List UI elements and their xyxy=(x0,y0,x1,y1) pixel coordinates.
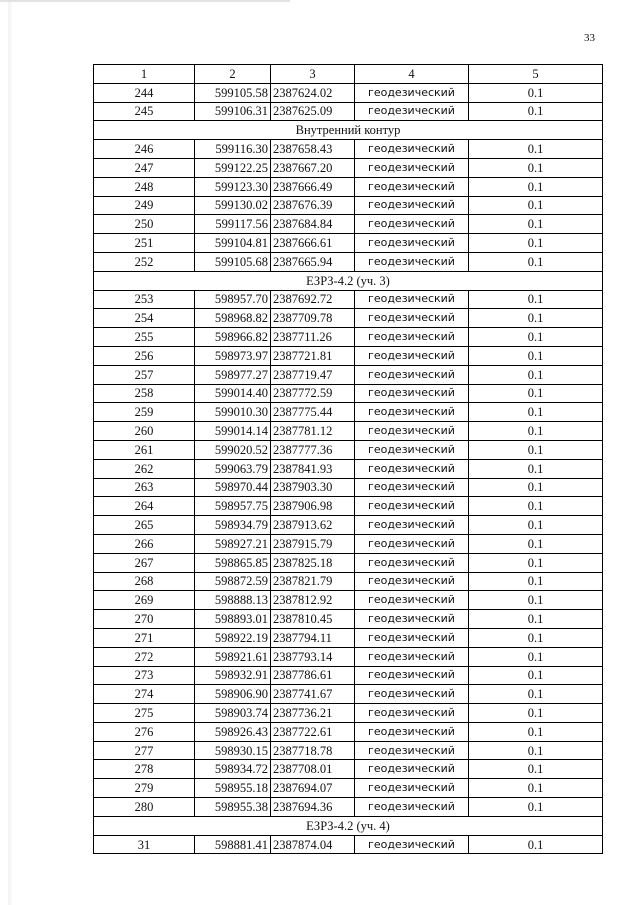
table-row xyxy=(94,252,603,271)
y-coordinate-cell: 2387684.84 xyxy=(271,215,355,234)
x-coordinate-cell: 599105.58 xyxy=(195,83,271,102)
y-coordinate-cell: 2387775.44 xyxy=(271,403,355,422)
table-row xyxy=(94,459,603,478)
column-header: 1 xyxy=(94,65,195,84)
y-coordinate-cell: 2387719.47 xyxy=(271,365,355,384)
method-cell: геодезический xyxy=(355,497,469,516)
table-row xyxy=(94,553,603,572)
section-label: ЕЗРЗ-4.2 (уч. 3) xyxy=(94,271,603,290)
accuracy-cell: 0.1 xyxy=(469,666,603,685)
y-coordinate-cell: 2387793.14 xyxy=(271,647,355,666)
column-header: 4 xyxy=(355,65,469,84)
table-row xyxy=(94,384,603,403)
point-number-cell: 249 xyxy=(94,196,195,215)
method-cell: геодезический xyxy=(355,685,469,704)
point-number-cell: 246 xyxy=(94,140,195,159)
method-cell: геодезический xyxy=(355,440,469,459)
accuracy-cell: 0.1 xyxy=(469,647,603,666)
x-coordinate-cell: 598926.43 xyxy=(195,722,271,741)
x-coordinate-cell: 598968.82 xyxy=(195,309,271,328)
table-row xyxy=(94,497,603,516)
x-coordinate-cell: 599104.81 xyxy=(195,234,271,253)
accuracy-cell: 0.1 xyxy=(469,384,603,403)
accuracy-cell: 0.1 xyxy=(469,497,603,516)
method-cell: геодезический xyxy=(355,346,469,365)
point-number-cell: 257 xyxy=(94,365,195,384)
y-coordinate-cell: 2387906.98 xyxy=(271,497,355,516)
point-number-cell: 269 xyxy=(94,591,195,610)
y-coordinate-cell: 2387812.92 xyxy=(271,591,355,610)
column-header: 5 xyxy=(469,65,603,84)
x-coordinate-cell: 598955.18 xyxy=(195,779,271,798)
x-coordinate-cell: 598927.21 xyxy=(195,534,271,553)
method-cell: геодезический xyxy=(355,534,469,553)
section-row xyxy=(94,271,603,290)
table-row xyxy=(94,478,603,497)
x-coordinate-cell: 598903.74 xyxy=(195,704,271,723)
accuracy-cell: 0.1 xyxy=(469,741,603,760)
accuracy-cell: 0.1 xyxy=(469,83,603,102)
method-cell: геодезический xyxy=(355,309,469,328)
page-number: 33 xyxy=(584,32,595,44)
method-cell: геодезический xyxy=(355,572,469,591)
point-number-cell: 260 xyxy=(94,422,195,441)
table-row xyxy=(94,177,603,196)
x-coordinate-cell: 599010.30 xyxy=(195,403,271,422)
point-number-cell: 274 xyxy=(94,685,195,704)
point-number-cell: 254 xyxy=(94,309,195,328)
table-row xyxy=(94,591,603,610)
method-cell: геодезический xyxy=(355,610,469,629)
x-coordinate-cell: 598922.19 xyxy=(195,628,271,647)
x-coordinate-cell: 599020.52 xyxy=(195,440,271,459)
x-coordinate-cell: 598970.44 xyxy=(195,478,271,497)
accuracy-cell: 0.1 xyxy=(469,177,603,196)
point-number-cell: 275 xyxy=(94,704,195,723)
y-coordinate-cell: 2387821.79 xyxy=(271,572,355,591)
table-row xyxy=(94,722,603,741)
x-coordinate-cell: 598934.79 xyxy=(195,516,271,535)
table-row xyxy=(94,422,603,441)
point-number-cell: 267 xyxy=(94,553,195,572)
point-number-cell: 259 xyxy=(94,403,195,422)
point-number-cell: 253 xyxy=(94,290,195,309)
accuracy-cell: 0.1 xyxy=(469,234,603,253)
accuracy-cell: 0.1 xyxy=(469,328,603,347)
table-row xyxy=(94,365,603,384)
y-coordinate-cell: 2387665.94 xyxy=(271,252,355,271)
point-number-cell: 268 xyxy=(94,572,195,591)
accuracy-cell: 0.1 xyxy=(469,591,603,610)
method-cell: геодезический xyxy=(355,384,469,403)
x-coordinate-cell: 598932.91 xyxy=(195,666,271,685)
method-cell: геодезический xyxy=(355,459,469,478)
method-cell: геодезический xyxy=(355,553,469,572)
y-coordinate-cell: 2387692.72 xyxy=(271,290,355,309)
table-row xyxy=(94,83,603,102)
x-coordinate-cell: 598893.01 xyxy=(195,610,271,629)
method-cell: геодезический xyxy=(355,798,469,817)
accuracy-cell: 0.1 xyxy=(469,685,603,704)
y-coordinate-cell: 2387874.04 xyxy=(271,835,355,854)
x-coordinate-cell: 599014.14 xyxy=(195,422,271,441)
point-number-cell: 265 xyxy=(94,516,195,535)
y-coordinate-cell: 2387709.78 xyxy=(271,309,355,328)
method-cell: геодезический xyxy=(355,140,469,159)
accuracy-cell: 0.1 xyxy=(469,403,603,422)
table-row xyxy=(94,610,603,629)
method-cell: геодезический xyxy=(355,478,469,497)
accuracy-cell: 0.1 xyxy=(469,196,603,215)
table-row xyxy=(94,685,603,704)
x-coordinate-cell: 598966.82 xyxy=(195,328,271,347)
point-number-cell: 277 xyxy=(94,741,195,760)
method-cell: геодезический xyxy=(355,722,469,741)
method-cell: геодезический xyxy=(355,196,469,215)
x-coordinate-cell: 598955.38 xyxy=(195,798,271,817)
table-row xyxy=(94,628,603,647)
point-number-cell: 264 xyxy=(94,497,195,516)
point-number-cell: 245 xyxy=(94,102,195,121)
accuracy-cell: 0.1 xyxy=(469,704,603,723)
x-coordinate-cell: 598872.59 xyxy=(195,572,271,591)
point-number-cell: 248 xyxy=(94,177,195,196)
accuracy-cell: 0.1 xyxy=(469,534,603,553)
table-row xyxy=(94,572,603,591)
accuracy-cell: 0.1 xyxy=(469,140,603,159)
method-cell: геодезический xyxy=(355,704,469,723)
y-coordinate-cell: 2387694.36 xyxy=(271,798,355,817)
table-row xyxy=(94,779,603,798)
y-coordinate-cell: 2387658.43 xyxy=(271,140,355,159)
y-coordinate-cell: 2387841.93 xyxy=(271,459,355,478)
point-number-cell: 276 xyxy=(94,722,195,741)
table-row xyxy=(94,328,603,347)
y-coordinate-cell: 2387722.61 xyxy=(271,722,355,741)
x-coordinate-cell: 598973.97 xyxy=(195,346,271,365)
table-row xyxy=(94,234,603,253)
x-coordinate-cell: 599117.56 xyxy=(195,215,271,234)
y-coordinate-cell: 2387708.01 xyxy=(271,760,355,779)
y-coordinate-cell: 2387676.39 xyxy=(271,196,355,215)
point-number-cell: 31 xyxy=(94,835,195,854)
table-row xyxy=(94,516,603,535)
table-row xyxy=(94,309,603,328)
x-coordinate-cell: 598881.41 xyxy=(195,835,271,854)
accuracy-cell: 0.1 xyxy=(469,290,603,309)
method-cell: геодезический xyxy=(355,215,469,234)
coordinates-table xyxy=(93,64,603,854)
y-coordinate-cell: 2387666.61 xyxy=(271,234,355,253)
point-number-cell: 278 xyxy=(94,760,195,779)
accuracy-cell: 0.1 xyxy=(469,779,603,798)
x-coordinate-cell: 599014.40 xyxy=(195,384,271,403)
point-number-cell: 255 xyxy=(94,328,195,347)
method-cell: геодезический xyxy=(355,516,469,535)
accuracy-cell: 0.1 xyxy=(469,760,603,779)
method-cell: геодезический xyxy=(355,102,469,121)
point-number-cell: 252 xyxy=(94,252,195,271)
accuracy-cell: 0.1 xyxy=(469,610,603,629)
x-coordinate-cell: 598957.75 xyxy=(195,497,271,516)
accuracy-cell: 0.1 xyxy=(469,553,603,572)
method-cell: геодезический xyxy=(355,177,469,196)
table-row xyxy=(94,534,603,553)
point-number-cell: 273 xyxy=(94,666,195,685)
x-coordinate-cell: 599116.30 xyxy=(195,140,271,159)
x-coordinate-cell: 598977.27 xyxy=(195,365,271,384)
accuracy-cell: 0.1 xyxy=(469,365,603,384)
method-cell: геодезический xyxy=(355,760,469,779)
point-number-cell: 244 xyxy=(94,83,195,102)
point-number-cell: 258 xyxy=(94,384,195,403)
table-row xyxy=(94,647,603,666)
y-coordinate-cell: 2387781.12 xyxy=(271,422,355,441)
method-cell: геодезический xyxy=(355,328,469,347)
table-header-row xyxy=(94,65,603,84)
y-coordinate-cell: 2387721.81 xyxy=(271,346,355,365)
section-row xyxy=(94,816,603,835)
y-coordinate-cell: 2387667.20 xyxy=(271,158,355,177)
y-coordinate-cell: 2387903.30 xyxy=(271,478,355,497)
y-coordinate-cell: 2387786.61 xyxy=(271,666,355,685)
x-coordinate-cell: 599123.30 xyxy=(195,177,271,196)
x-coordinate-cell: 599105.68 xyxy=(195,252,271,271)
accuracy-cell: 0.1 xyxy=(469,516,603,535)
table-body xyxy=(94,83,603,854)
table-row xyxy=(94,215,603,234)
point-number-cell: 266 xyxy=(94,534,195,553)
method-cell: геодезический xyxy=(355,422,469,441)
method-cell: геодезический xyxy=(355,835,469,854)
accuracy-cell: 0.1 xyxy=(469,252,603,271)
scan-top-line xyxy=(0,0,290,2)
method-cell: геодезический xyxy=(355,158,469,177)
table-row xyxy=(94,102,603,121)
method-cell: геодезический xyxy=(355,647,469,666)
table-row xyxy=(94,666,603,685)
accuracy-cell: 0.1 xyxy=(469,572,603,591)
table-row xyxy=(94,760,603,779)
table-row xyxy=(94,704,603,723)
x-coordinate-cell: 599122.25 xyxy=(195,158,271,177)
y-coordinate-cell: 2387915.79 xyxy=(271,534,355,553)
y-coordinate-cell: 2387625.09 xyxy=(271,102,355,121)
x-coordinate-cell: 598906.90 xyxy=(195,685,271,704)
column-header: 3 xyxy=(271,65,355,84)
table-row xyxy=(94,346,603,365)
accuracy-cell: 0.1 xyxy=(469,309,603,328)
accuracy-cell: 0.1 xyxy=(469,215,603,234)
point-number-cell: 272 xyxy=(94,647,195,666)
x-coordinate-cell: 599130.02 xyxy=(195,196,271,215)
table-row xyxy=(94,741,603,760)
accuracy-cell: 0.1 xyxy=(469,628,603,647)
point-number-cell: 270 xyxy=(94,610,195,629)
method-cell: геодезический xyxy=(355,403,469,422)
method-cell: геодезический xyxy=(355,252,469,271)
method-cell: геодезический xyxy=(355,741,469,760)
accuracy-cell: 0.1 xyxy=(469,102,603,121)
x-coordinate-cell: 598957.70 xyxy=(195,290,271,309)
point-number-cell: 250 xyxy=(94,215,195,234)
table-row xyxy=(94,440,603,459)
section-label: Внутренний контур xyxy=(94,121,603,140)
accuracy-cell: 0.1 xyxy=(469,459,603,478)
method-cell: геодезический xyxy=(355,83,469,102)
table-row xyxy=(94,290,603,309)
y-coordinate-cell: 2387794.11 xyxy=(271,628,355,647)
accuracy-cell: 0.1 xyxy=(469,346,603,365)
y-coordinate-cell: 2387711.26 xyxy=(271,328,355,347)
y-coordinate-cell: 2387825.18 xyxy=(271,553,355,572)
section-label: ЕЗРЗ-4.2 (уч. 4) xyxy=(94,816,603,835)
method-cell: геодезический xyxy=(355,628,469,647)
method-cell: геодезический xyxy=(355,290,469,309)
accuracy-cell: 0.1 xyxy=(469,722,603,741)
x-coordinate-cell: 599106.31 xyxy=(195,102,271,121)
accuracy-cell: 0.1 xyxy=(469,798,603,817)
table-row xyxy=(94,140,603,159)
point-number-cell: 261 xyxy=(94,440,195,459)
column-header: 2 xyxy=(195,65,271,84)
method-cell: геодезический xyxy=(355,591,469,610)
method-cell: геодезический xyxy=(355,365,469,384)
table-row xyxy=(94,835,603,854)
method-cell: геодезический xyxy=(355,234,469,253)
point-number-cell: 247 xyxy=(94,158,195,177)
accuracy-cell: 0.1 xyxy=(469,158,603,177)
method-cell: геодезический xyxy=(355,779,469,798)
x-coordinate-cell: 598930.15 xyxy=(195,741,271,760)
table-row xyxy=(94,798,603,817)
x-coordinate-cell: 599063.79 xyxy=(195,459,271,478)
y-coordinate-cell: 2387772.59 xyxy=(271,384,355,403)
y-coordinate-cell: 2387777.36 xyxy=(271,440,355,459)
y-coordinate-cell: 2387736.21 xyxy=(271,704,355,723)
point-number-cell: 280 xyxy=(94,798,195,817)
accuracy-cell: 0.1 xyxy=(469,422,603,441)
y-coordinate-cell: 2387666.49 xyxy=(271,177,355,196)
method-cell: геодезический xyxy=(355,666,469,685)
x-coordinate-cell: 598921.61 xyxy=(195,647,271,666)
y-coordinate-cell: 2387694.07 xyxy=(271,779,355,798)
x-coordinate-cell: 598934.72 xyxy=(195,760,271,779)
accuracy-cell: 0.1 xyxy=(469,835,603,854)
accuracy-cell: 0.1 xyxy=(469,440,603,459)
section-row xyxy=(94,121,603,140)
point-number-cell: 263 xyxy=(94,478,195,497)
table-row xyxy=(94,158,603,177)
point-number-cell: 256 xyxy=(94,346,195,365)
point-number-cell: 262 xyxy=(94,459,195,478)
x-coordinate-cell: 598865.85 xyxy=(195,553,271,572)
y-coordinate-cell: 2387624.02 xyxy=(271,83,355,102)
table-row xyxy=(94,196,603,215)
point-number-cell: 279 xyxy=(94,779,195,798)
accuracy-cell: 0.1 xyxy=(469,478,603,497)
table-row xyxy=(94,403,603,422)
y-coordinate-cell: 2387718.78 xyxy=(271,741,355,760)
scan-edge-shadow xyxy=(8,0,12,905)
y-coordinate-cell: 2387913.62 xyxy=(271,516,355,535)
point-number-cell: 271 xyxy=(94,628,195,647)
y-coordinate-cell: 2387810.45 xyxy=(271,610,355,629)
x-coordinate-cell: 598888.13 xyxy=(195,591,271,610)
point-number-cell: 251 xyxy=(94,234,195,253)
y-coordinate-cell: 2387741.67 xyxy=(271,685,355,704)
